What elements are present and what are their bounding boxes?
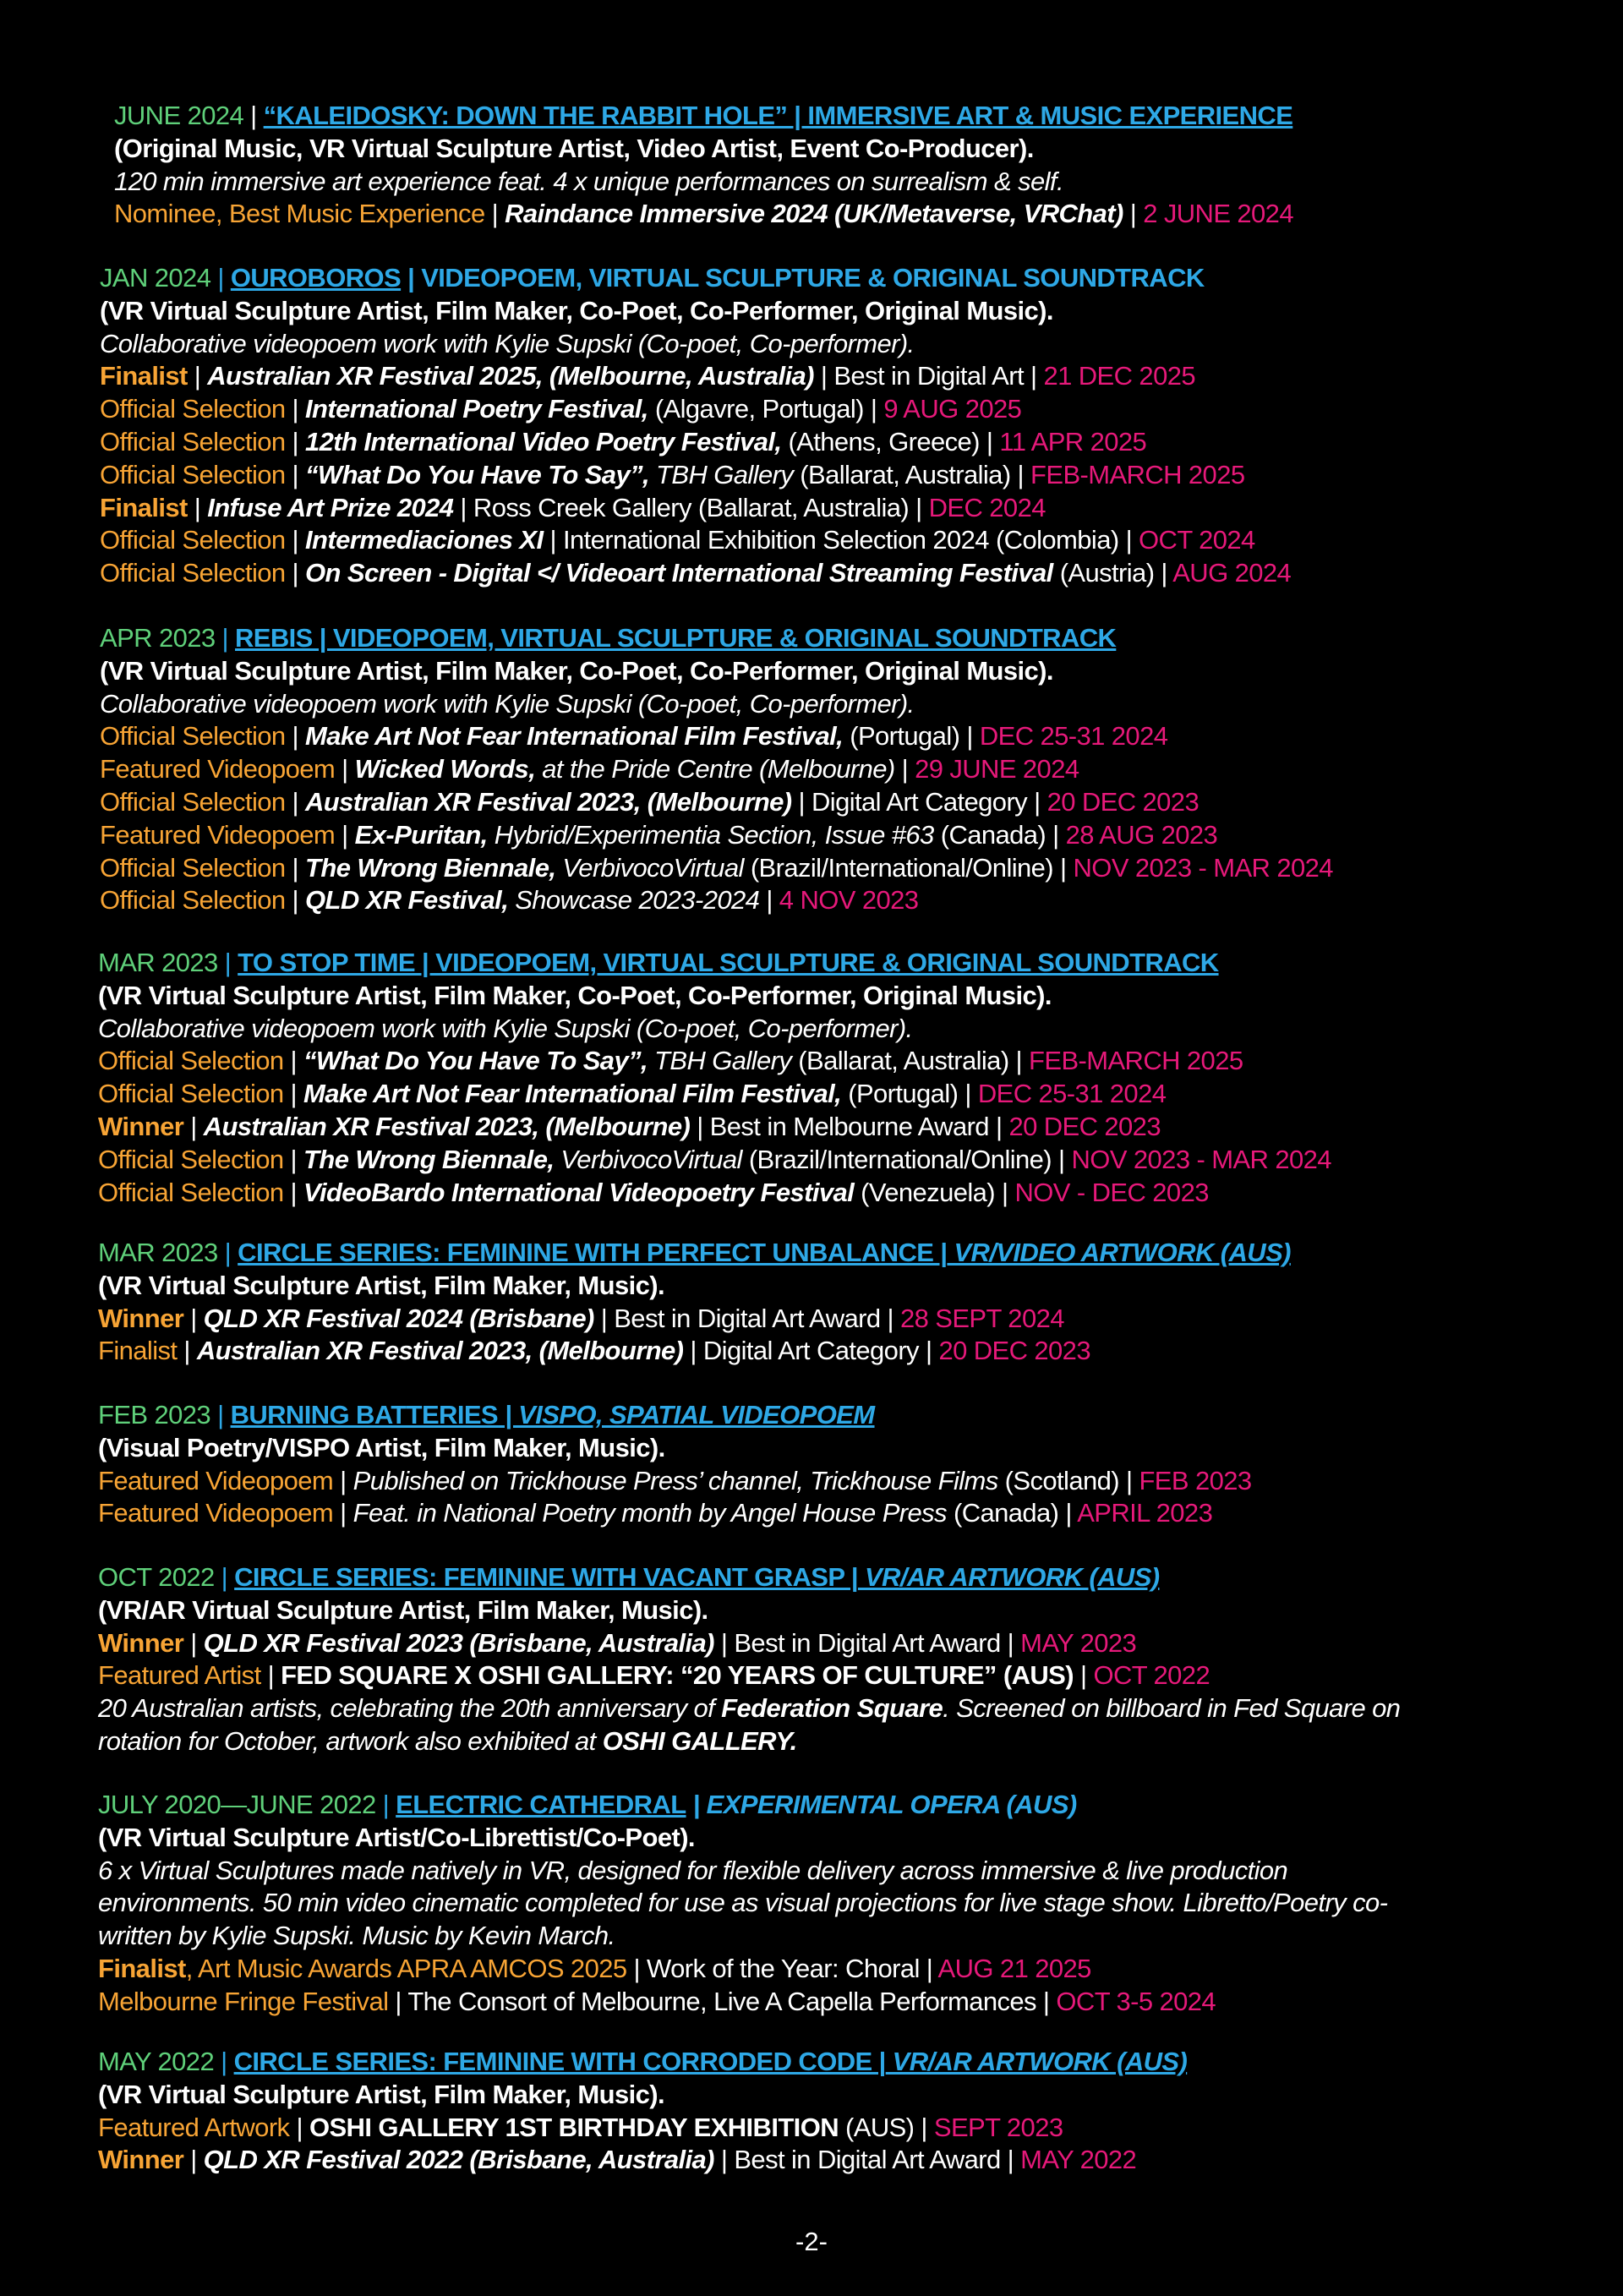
award-event-extra: TBH Gallery [654, 1046, 792, 1076]
award-line: Official Selection | The Wrong Biennale, VerbivocoVirtual (Brazil/International/Online) | NOV 2023 - MAR 2024 [100, 852, 1333, 883]
entry-date: MAR 2023 [98, 1238, 218, 1267]
entry-title-link[interactable]: BURNING BATTERIES [230, 1400, 499, 1430]
entry-title-suffix: | EXPERIMENTAL OPERA (AUS) [686, 1790, 1077, 1819]
award-line: Official Selection | Intermediaciones XI | International Exhibition Selection 2024 (Colombia) | OCT 2024 [100, 525, 1255, 555]
page-number: -2- [795, 2227, 828, 2256]
entry-heading: MAY 2022 | CIRCLE SERIES: FEMININE WITH CORRODED CODE | VR/AR ARTWORK (AUS) [98, 2047, 1188, 2076]
entry-role: (VR Virtual Sculpture Artist, Film Maker, Music). [98, 2079, 664, 2109]
award-status: Winner [98, 2145, 184, 2175]
award-date: 20 DEC 2023 [938, 1336, 1090, 1366]
entry-description: Collaborative videopoem work with Kylie Supski (Co-poet, Co-performer). [100, 328, 915, 358]
entry-kaleidosky [114, 100, 1568, 231]
award-event: 12th International Video Poetry Festival, [305, 426, 782, 456]
entry-role: (VR Virtual Sculpture Artist, Film Maker, Co-Poet, Co-Performer, Original Music). [100, 295, 1053, 325]
award-status: Featured Videopoem [100, 819, 336, 850]
award-line: Finalist, Art Music Awards APRA AMCOS 2025 | Work of the Year: Choral | AUG 21 2025 [98, 1953, 1091, 1983]
entry-burning-batteries [98, 1399, 1552, 1530]
entry-role: (VR Virtual Sculpture Artist, Film Maker, Co-Poet, Co-Performer, Original Music). [100, 655, 1053, 686]
award-event: QLD XR Festival 2022 (Brisbane, Australia) [203, 2145, 714, 2175]
entry-role: (Original Music, VR Virtual Sculpture Artist, Video Artist, Event Co-Producer). [114, 133, 1034, 163]
entry-role: (VR Virtual Sculpture Artist, Film Maker, Music). [98, 1270, 664, 1300]
award-date: 2 JUNE 2024 [1143, 199, 1293, 229]
award-detail: (Ballarat, Australia) [800, 459, 1011, 489]
award-event: “What Do You Have To Say”, [303, 1046, 648, 1076]
award-date: AUG 21 2025 [937, 1953, 1091, 1983]
award-detail: (Algavre, Portugal) [654, 394, 864, 424]
award-line: Official Selection | International Poetry Festival, (Algavre, Portugal) | 9 AUG 2025 [100, 394, 1022, 424]
award-detail: (Scotland) [1004, 1465, 1119, 1495]
entry-title-suffix: | VIDEOPOEM, VIRTUAL SCULPTURE & ORIGINAL SOUNDTRACK [401, 263, 1205, 292]
award-event: QLD XR Festival 2024 (Brisbane) [203, 1303, 594, 1333]
award-detail: (Canada) [940, 819, 1046, 850]
award-line: Official Selection | QLD XR Festival, Showcase 2023-2024 | 4 NOV 2023 [100, 885, 919, 916]
entry-description: 20 Australian artists, celebrating the 20th anniversary of Federation Square. Screened on billboard in Fed Square on [98, 1693, 1401, 1724]
award-status: Finalist [100, 492, 188, 522]
award-detail: Digital Art Category [812, 786, 1028, 817]
entry-description: environments. 50 min video cinematic completed for use as visual projections for live stage show. Libretto/Poetry co- [98, 1888, 1388, 1918]
award-line: Featured Videopoem | Feat. in National Poetry month by Angel House Press (Canada) | APRIL 2023 [98, 1498, 1213, 1528]
award-status: Official Selection [98, 1177, 284, 1207]
award-detail: Ross Creek Gallery (Ballarat, Australia) [473, 492, 910, 522]
award-event: FED SQUARE X OSHI GALLERY: “20 YEARS OF CULTURE” (AUS) [281, 1660, 1074, 1691]
award-detail: (Brazil/International/Online) [750, 852, 1054, 883]
entry-description: written by Kylie Supski. Music by Kevin March. [98, 1921, 615, 1951]
award-event: Wicked Words, [354, 754, 536, 784]
award-date: 20 DEC 2023 [1008, 1111, 1161, 1141]
award-date: 21 DEC 2025 [1043, 361, 1195, 391]
entry-role: (Visual Poetry/VISPO Artist, Film Maker, Music). [98, 1432, 665, 1462]
award-event: VideoBardo International Videopoetry Festival [303, 1177, 855, 1207]
award-status: Nominee, Best Music Experience [114, 199, 485, 229]
entry-rebis [100, 622, 1554, 917]
award-event: Intermediaciones XI [305, 525, 544, 555]
award-date: 20 DEC 2023 [1046, 786, 1199, 817]
award-line: Melbourne Fringe Festival | The Consort of Melbourne, Live A Capella Performances | OCT 3-5 2024 [98, 1986, 1216, 2016]
award-detail: (Canada) [953, 1498, 1059, 1528]
award-detail: (Athens, Greece) [788, 426, 980, 456]
award-date: OCT 3-5 2024 [1056, 1986, 1216, 2016]
entry-heading: JULY 2020—JUNE 2022 | ELECTRIC CATHEDRAL | EXPERIMENTAL OPERA (AUS) [98, 1790, 1077, 1819]
award-event: Feat. in National Poetry month by Angel House Press [352, 1498, 947, 1528]
award-date: 9 AUG 2025 [883, 394, 1022, 424]
award-line: Official Selection | Make Art Not Fear International Film Festival, (Portugal) | DEC 25-31 2024 [100, 721, 1168, 752]
award-line: Nominee, Best Music Experience | Raindance Immersive 2024 (UK/Metaverse, VRChat) | 2 JUNE 2024 [114, 199, 1293, 229]
award-status: Finalist [100, 361, 188, 391]
entry-vacant-grasp [98, 1561, 1552, 1758]
award-event: The Wrong Biennale, [303, 1144, 555, 1174]
award-status: Official Selection [98, 1144, 284, 1174]
award-date: DEC 2024 [928, 492, 1046, 522]
award-event: Published on Trickhouse Press’ channel, Trickhouse Films [352, 1465, 998, 1495]
entry-ouroboros [100, 262, 1554, 590]
award-line: Official Selection | “What Do You Have To Say”, TBH Gallery (Ballarat, Australia) | FEB-MARCH 2025 [98, 1046, 1243, 1076]
award-status: Featured Videopoem [98, 1498, 334, 1528]
award-detail: (Austria) [1059, 558, 1155, 588]
award-line: Winner | QLD XR Festival 2022 (Brisbane, Australia) | Best in Digital Art Award | MAY 2022 [98, 2145, 1137, 2175]
entry-description: Collaborative videopoem work with Kylie Supski (Co-poet, Co-performer). [100, 688, 915, 719]
award-event: Infuse Art Prize 2024 [207, 492, 454, 522]
entry-title-link[interactable]: CIRCLE SERIES: FEMININE WITH PERFECT UNBALANCE | [238, 1238, 948, 1267]
entry-to-stop-time [98, 947, 1552, 1209]
award-event: Raindance Immersive 2024 (UK/Metaverse, VRChat) [505, 199, 1123, 229]
award-date: FEB 2023 [1139, 1465, 1252, 1495]
entry-date: OCT 2022 [98, 1562, 215, 1592]
award-line: Winner | QLD XR Festival 2023 (Brisbane, Australia) | Best in Digital Art Award | MAY 2023 [98, 1627, 1137, 1658]
award-event: Australian XR Festival 2023, (Melbourne) [305, 786, 792, 817]
entry-heading: MAR 2023 | TO STOP TIME | VIDEOPOEM, VIRTUAL SCULPTURE & ORIGINAL SOUNDTRACK [98, 948, 1219, 977]
entry-title-link[interactable]: ELECTRIC CATHEDRAL [396, 1790, 686, 1819]
award-date: 11 APR 2025 [999, 426, 1147, 456]
entry-electric-cathedral [98, 1789, 1552, 2019]
entry-corroded-code [98, 2046, 1552, 2177]
award-date: 4 NOV 2023 [779, 885, 919, 916]
award-status: Finalist [98, 1336, 178, 1366]
award-status: Official Selection [100, 885, 286, 916]
award-event: Australian XR Festival 2023, (Melbourne) [203, 1111, 691, 1141]
award-date: 28 AUG 2023 [1065, 819, 1218, 850]
award-line: Winner | Australian XR Festival 2023, (Melbourne) | Best in Melbourne Award | 20 DEC 2023 [98, 1111, 1161, 1141]
entry-perfect-unbalance [98, 1237, 1552, 1368]
award-event: Australian XR Festival 2023, (Melbourne) [196, 1336, 684, 1366]
award-status: Melbourne Fringe Festival [98, 1986, 389, 2016]
award-line: Featured Artwork | OSHI GALLERY 1ST BIRTHDAY EXHIBITION (AUS) | SEPT 2023 [98, 2112, 1063, 2142]
entry-title-link[interactable]: REBIS | VIDEOPOEM, VIRTUAL SCULPTURE & ORIGINAL SOUNDTRACK [235, 623, 1117, 653]
award-status: Winner [98, 1627, 184, 1658]
award-detail: (Brazil/International/Online) [748, 1144, 1052, 1174]
award-event: International Poetry Festival, [305, 394, 648, 424]
award-detail: Best in Digital Art Award [734, 2145, 1001, 2175]
entry-date: MAY 2022 [98, 2047, 215, 2076]
award-detail: (Portugal) [850, 721, 960, 752]
award-status: Winner [98, 1303, 184, 1333]
award-status: Official Selection [100, 394, 286, 424]
award-detail: Best in Digital Art Award [734, 1627, 1001, 1658]
award-date: OCT 2022 [1093, 1660, 1210, 1691]
entry-role: (VR/AR Virtual Sculpture Artist, Film Maker, Music). [98, 1594, 708, 1625]
award-line: Official Selection | VideoBardo International Videopoetry Festival (Venezuela) | NOV - DEC 2023 [98, 1177, 1209, 1207]
award-detail: (Ballarat, Australia) [798, 1046, 1009, 1076]
award-date: OCT 2024 [1139, 525, 1255, 555]
entry-date: JUNE 2024 [114, 101, 244, 130]
award-event-extra: VerbivocoVirtual [562, 852, 744, 883]
entry-title-link[interactable]: “KALEIDOSKY: DOWN THE RABBIT HOLE” | IMMERSIVE ART & MUSIC EXPERIENCE [263, 101, 1293, 130]
entry-title-link[interactable]: TO STOP TIME | VIDEOPOEM, VIRTUAL SCULPTURE & ORIGINAL SOUNDTRACK [238, 948, 1219, 977]
award-status: Finalist [98, 1953, 186, 1983]
award-status: Official Selection [100, 721, 286, 752]
award-event: Ex-Puritan, [354, 819, 488, 850]
entry-title-suffix[interactable]: VR/VIDEO ARTWORK (AUS) [947, 1238, 1291, 1267]
award-date: APRIL 2023 [1077, 1498, 1213, 1528]
award-event: QLD XR Festival 2023 (Brisbane, Australia) [203, 1627, 714, 1658]
award-date: NOV 2023 - MAR 2024 [1071, 1144, 1331, 1174]
award-detail: Best in Digital Art Award [614, 1303, 881, 1333]
entry-heading: APR 2023 | REBIS | VIDEOPOEM, VIRTUAL SCULPTURE & ORIGINAL SOUNDTRACK [100, 623, 1117, 653]
entry-title-suffix[interactable]: | VISPO, SPATIAL VIDEOPOEM [498, 1400, 875, 1430]
award-status: Official Selection [98, 1046, 284, 1076]
award-detail: The Consort of Melbourne, Live A Capella Performances [407, 1986, 1036, 2016]
award-event: Make Art Not Fear International Film Festival, [305, 721, 844, 752]
entry-title-link[interactable]: CIRCLE SERIES: FEMININE WITH VACANT GRASP | [234, 1562, 858, 1592]
award-status: Featured Artwork [98, 2112, 290, 2142]
entry-description: 6 x Virtual Sculptures made natively in VR, designed for flexible delivery across immersive & live production [98, 1855, 1288, 1885]
entry-heading: JUNE 2024 | “KALEIDOSKY: DOWN THE RABBIT HOLE” | IMMERSIVE ART & MUSIC EXPERIENCE [114, 101, 1293, 130]
entry-heading: JAN 2024 | OUROBOROS | VIDEOPOEM, VIRTUAL SCULPTURE & ORIGINAL SOUNDTRACK [100, 263, 1205, 292]
entry-heading: MAR 2023 | CIRCLE SERIES: FEMININE WITH PERFECT UNBALANCE | VR/VIDEO ARTWORK (AUS) [98, 1238, 1291, 1267]
award-line: Finalist | Australian XR Festival 2023, (Melbourne) | Digital Art Category | 20 DEC 2023 [98, 1336, 1090, 1366]
award-status-extra: , Art Music Awards APRA AMCOS 2025 [185, 1953, 627, 1983]
award-event: Australian XR Festival 2025, (Melbourne, Australia) [207, 361, 814, 391]
award-line: Official Selection | 12th International Video Poetry Festival, (Athens, Greece) | 11 APR 2025 [100, 426, 1147, 456]
award-event: OSHI GALLERY 1ST BIRTHDAY EXHIBITION [309, 2112, 839, 2142]
award-event: “What Do You Have To Say”, [305, 459, 650, 489]
award-date: MAY 2022 [1020, 2145, 1137, 2175]
award-line: Official Selection | Make Art Not Fear International Film Festival, (Portugal) | DEC 25-31 2024 [98, 1079, 1167, 1109]
award-event: On Screen - Digital </ Videoart International Streaming Festival [305, 558, 1053, 588]
award-event-extra: at the Pride Centre (Melbourne) [542, 754, 895, 784]
award-line: Winner | QLD XR Festival 2024 (Brisbane) | Best in Digital Art Award | 28 SEPT 2024 [98, 1303, 1064, 1333]
award-event-extra: Hybrid/Experimentia Section, Issue #63 [494, 819, 934, 850]
award-date: NOV - DEC 2023 [1014, 1177, 1209, 1207]
award-status: Featured Videopoem [100, 754, 336, 784]
entry-role: (VR Virtual Sculpture Artist/Co-Librettist/Co-Poet). [98, 1822, 695, 1852]
award-line: Featured Videopoem | Ex-Puritan, Hybrid/Experimentia Section, Issue #63 (Canada) | 28 AUG 2023 [100, 819, 1218, 850]
award-line: Official Selection | Australian XR Festival 2023, (Melbourne) | Digital Art Category | 20 DEC 2023 [100, 786, 1199, 817]
award-date: NOV 2023 - MAR 2024 [1073, 852, 1333, 883]
award-date: 29 JUNE 2024 [915, 754, 1079, 784]
entry-date: FEB 2023 [98, 1400, 211, 1430]
award-date: DEC 25-31 2024 [979, 721, 1168, 752]
award-status: Official Selection [100, 786, 286, 817]
entry-title-link[interactable]: OUROBOROS [230, 263, 402, 292]
award-detail: International Exhibition Selection 2024 (Colombia) [562, 525, 1119, 555]
award-line: Official Selection | On Screen - Digital </ Videoart International Streaming Festival (Austria) | AUG 2024 [100, 558, 1292, 588]
award-detail: Work of the Year: Choral [646, 1953, 920, 1983]
award-status: Official Selection [100, 852, 286, 883]
award-event: The Wrong Biennale, [305, 852, 556, 883]
award-detail: (AUS) [845, 2112, 915, 2142]
award-line: Official Selection | The Wrong Biennale, VerbivocoVirtual (Brazil/International/Online) | NOV 2023 - MAR 2024 [98, 1144, 1331, 1174]
entry-heading: FEB 2023 | BURNING BATTERIES | VISPO, SPATIAL VIDEOPOEM [98, 1400, 875, 1430]
award-event: Make Art Not Fear International Film Festival, [303, 1079, 842, 1109]
award-date: FEB-MARCH 2025 [1029, 1046, 1243, 1076]
award-status: Official Selection [100, 558, 286, 588]
entry-date: APR 2023 [100, 623, 216, 653]
award-detail: Best in Melbourne Award [709, 1111, 989, 1141]
award-event: QLD XR Festival, [305, 885, 509, 916]
entry-role: (VR Virtual Sculpture Artist, Film Maker, Co-Poet, Co-Performer, Original Music). [98, 980, 1052, 1010]
award-status: Featured Artist [98, 1660, 261, 1691]
award-event-extra: Showcase 2023-2024 [515, 885, 760, 916]
award-line: Featured Artist | FED SQUARE X OSHI GALLERY: “20 YEARS OF CULTURE” (AUS) | OCT 2022 [98, 1660, 1210, 1691]
award-event-extra: VerbivocoVirtual [560, 1144, 742, 1174]
award-status: Official Selection [100, 525, 286, 555]
award-date: 28 SEPT 2024 [899, 1303, 1064, 1333]
entry-heading: OCT 2022 | CIRCLE SERIES: FEMININE WITH VACANT GRASP | VR/AR ARTWORK (AUS) [98, 1562, 1160, 1592]
award-date: DEC 25-31 2024 [977, 1079, 1167, 1109]
entry-description: 120 min immersive art experience feat. 4 x unique performances on surrealism & self. [114, 166, 1063, 196]
award-date: AUG 2024 [1172, 558, 1292, 588]
entry-title-link[interactable]: CIRCLE SERIES: FEMININE WITH CORRODED CODE | [233, 2047, 886, 2076]
award-date: MAY 2023 [1020, 1627, 1137, 1658]
award-status: Official Selection [100, 426, 286, 456]
award-line: Official Selection | “What Do You Have To Say”, TBH Gallery (Ballarat, Australia) | FEB-MARCH 2025 [100, 459, 1245, 489]
award-detail: Best in Digital Art [833, 361, 1024, 391]
award-line: Finalist | Australian XR Festival 2025, (Melbourne, Australia) | Best in Digital Art | 21 DEC 2025 [100, 361, 1195, 391]
entry-date: JULY 2020—JUNE 2022 [98, 1790, 376, 1819]
award-detail: (Portugal) [848, 1079, 959, 1109]
award-status: Winner [98, 1111, 184, 1141]
entry-date: JAN 2024 [100, 263, 211, 292]
entry-title-suffix[interactable]: VR/AR ARTWORK (AUS) [857, 1562, 1160, 1592]
award-date: FEB-MARCH 2025 [1030, 459, 1245, 489]
entry-title-suffix[interactable]: VR/AR ARTWORK (AUS) [885, 2047, 1188, 2076]
award-date: SEPT 2023 [933, 2112, 1063, 2142]
award-detail: (Venezuela) [861, 1177, 996, 1207]
award-line: Finalist | Infuse Art Prize 2024 | Ross Creek Gallery (Ballarat, Australia) | DEC 2024 [100, 492, 1046, 522]
award-status: Official Selection [98, 1079, 284, 1109]
award-detail: Digital Art Category [702, 1336, 919, 1366]
award-line: Featured Videopoem | Wicked Words, at the Pride Centre (Melbourne) | 29 JUNE 2024 [100, 754, 1079, 784]
entry-description: rotation for October, artwork also exhibited at OSHI GALLERY. [98, 1725, 797, 1756]
award-event-extra: TBH Gallery [656, 459, 794, 489]
award-status: Featured Videopoem [98, 1465, 334, 1495]
award-line: Featured Videopoem | Published on Trickhouse Press’ channel, Trickhouse Films (Scotland) | FEB 2023 [98, 1465, 1252, 1495]
entry-description: Collaborative videopoem work with Kylie Supski (Co-poet, Co-performer). [98, 1013, 913, 1043]
entry-date: MAR 2023 [98, 948, 218, 977]
award-status: Official Selection [100, 459, 286, 489]
